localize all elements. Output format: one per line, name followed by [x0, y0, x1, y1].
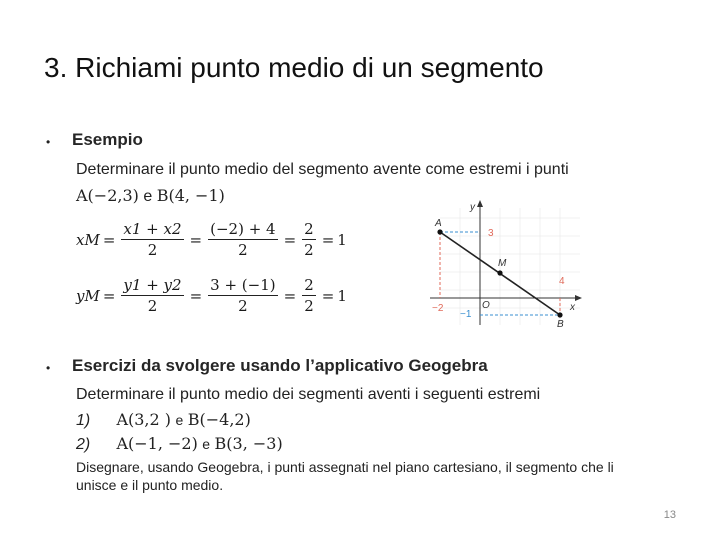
- xm-eq-4: =: [321, 230, 335, 249]
- y-axis-arrow: [477, 200, 483, 207]
- ym-lhs: yM: [76, 286, 100, 305]
- exercises-note-line-2: unisce e il punto medio.: [76, 477, 224, 493]
- points-conj: e: [143, 188, 153, 205]
- ym-frac-1-num: y1 + y2: [123, 276, 182, 294]
- point-a-dot: [437, 229, 442, 234]
- bullet-example: •: [46, 135, 51, 149]
- point-b-dot: [557, 312, 562, 317]
- exercise-item-2: [76, 434, 283, 454]
- exercises-heading: Esercizi da svolgere usando l’applicativo Geogebra: [72, 356, 488, 375]
- exercise-item-1: [76, 410, 251, 430]
- exercise-item-2-a: A(−1, −2): [116, 434, 198, 453]
- ym-eq-3: =: [283, 286, 297, 305]
- example-intro: Determinare il punto medio del segmento avente come estremi i punti: [76, 161, 569, 178]
- ym-eq-2: =: [189, 286, 203, 305]
- xm-frac-2: [208, 220, 277, 259]
- exercises-note-line-1: Disegnare, usando Geogebra, i punti assegnati nel piano cartesiano, il segmento che li: [76, 459, 614, 475]
- xm-eq-1: =: [102, 230, 116, 249]
- example-heading: Esempio: [72, 130, 143, 149]
- ym-frac-3-num: 2: [304, 276, 314, 294]
- ym-frac-2-den: 2: [238, 297, 248, 315]
- label-value-4: 4: [559, 276, 565, 287]
- xm-frac-2-num: (−2) + 4: [210, 220, 276, 238]
- ym-frac-2: [208, 276, 277, 315]
- label-value-3: 3: [488, 228, 494, 239]
- label-point-m: M: [498, 258, 507, 269]
- bullet-exercises: •: [46, 361, 51, 375]
- ym-eq-1: =: [102, 286, 116, 305]
- label-x-axis: x: [570, 302, 575, 313]
- xm-eq-3: =: [283, 230, 297, 249]
- xm-frac-1: [121, 220, 183, 259]
- exercise-item-2-conj: e: [202, 436, 211, 452]
- ym-frac-1-den: 2: [147, 297, 158, 315]
- exercise-item-1-a: A(3,2 ): [116, 410, 172, 429]
- point-b-text: B(4, −1): [156, 186, 225, 205]
- xm-frac-3: [302, 220, 316, 259]
- coordinate-graph: [420, 190, 590, 330]
- point-m-dot: [497, 270, 502, 275]
- label-value-neg1: −1: [460, 309, 472, 320]
- point-a-text: A(−2,3): [76, 186, 139, 205]
- label-y-axis: y: [470, 202, 475, 213]
- exercise-item-2-b: B(3, −3): [214, 434, 283, 453]
- xm-eq-2: =: [189, 230, 203, 249]
- ym-eq-4: =: [321, 286, 335, 305]
- ym-frac-3-den: 2: [304, 297, 314, 315]
- label-origin: O: [482, 300, 490, 311]
- exercise-item-1-b: B(−4,2): [187, 410, 251, 429]
- slide-title: 3. Richiami punto medio di un segmento: [44, 52, 544, 83]
- ym-frac-2-num: 3 + (−1): [210, 276, 276, 294]
- label-value-neg2: −2: [432, 303, 444, 314]
- xm-frac-2-den: 2: [238, 241, 248, 259]
- page-number: 13: [663, 509, 676, 521]
- xm-result: 1: [337, 230, 347, 249]
- exercises-intro: Determinare il punto medio dei segmenti aventi i seguenti estremi: [76, 386, 541, 403]
- ym-frac-1: [121, 276, 183, 315]
- example-points: [76, 186, 225, 206]
- xm-frac-3-num: 2: [304, 220, 314, 238]
- label-point-a: A: [435, 218, 442, 229]
- xm-frac-1-num: x1 + x2: [123, 220, 182, 238]
- xm-frac-3-den: 2: [304, 241, 314, 259]
- xm-equation: [76, 220, 347, 259]
- exercise-item-1-num: 1): [76, 412, 91, 429]
- exercise-item-2-num: 2): [76, 436, 91, 453]
- ym-equation: [76, 276, 347, 315]
- xm-frac-1-den: 2: [147, 241, 158, 259]
- graph-grid: [440, 208, 580, 325]
- label-point-b: B: [557, 319, 564, 330]
- ym-frac-3: [302, 276, 316, 315]
- xm-lhs: xM: [76, 230, 100, 249]
- exercise-item-1-conj: e: [175, 412, 184, 428]
- ym-result: 1: [337, 286, 347, 305]
- x-axis-arrow: [575, 295, 582, 301]
